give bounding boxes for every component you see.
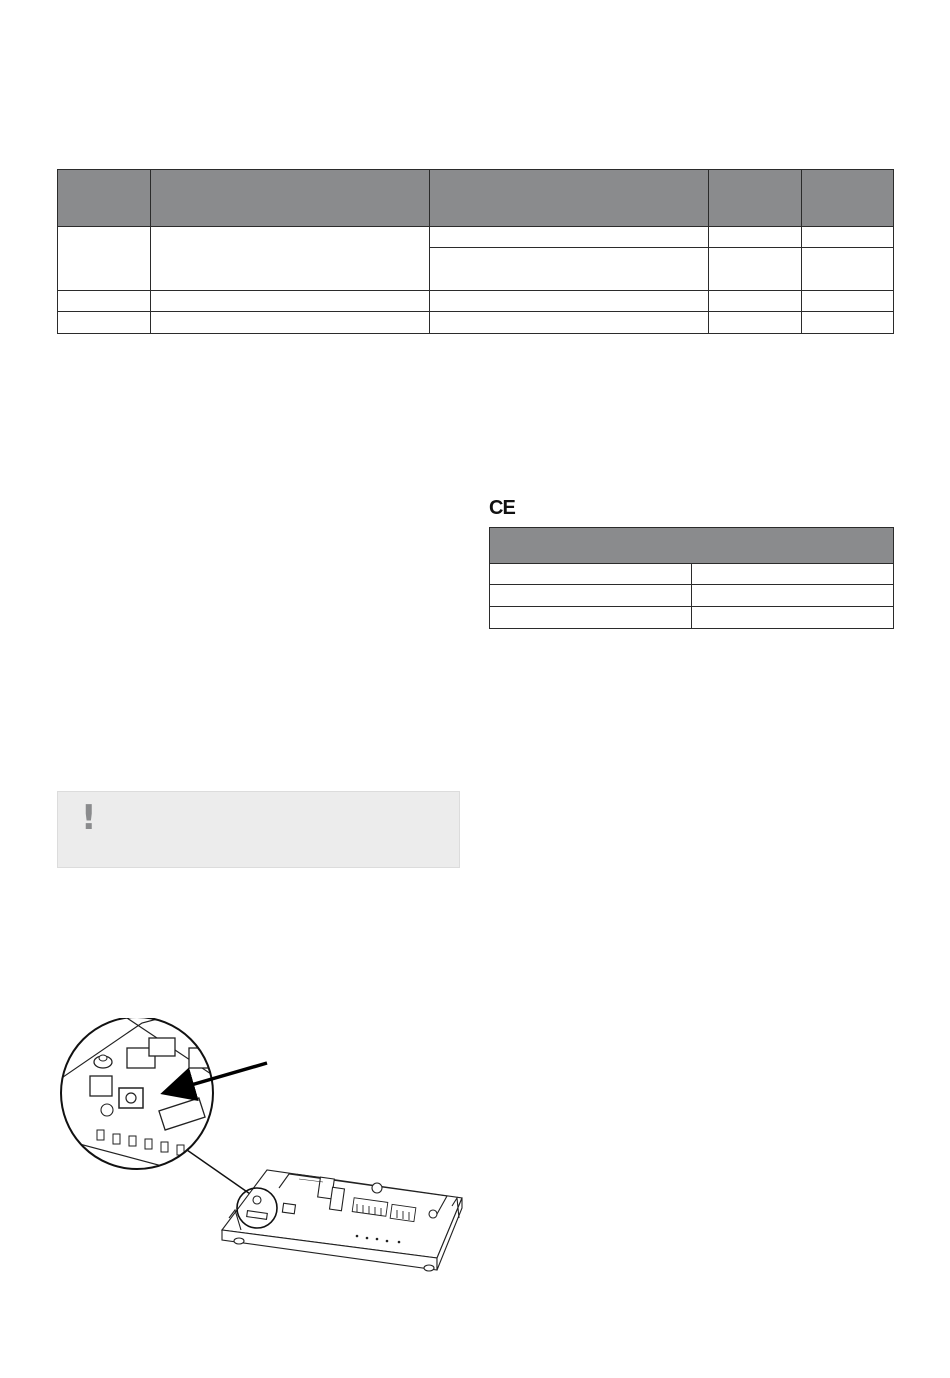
table-cell: [490, 585, 692, 607]
table-cell: [802, 227, 894, 248]
warning-note: [57, 791, 460, 868]
table-cell: [709, 312, 802, 334]
table-cell: [692, 564, 894, 585]
spec-header-cell: [802, 170, 894, 227]
table-cell: [709, 248, 802, 291]
table-cell: [709, 227, 802, 248]
ce-header-cell: [490, 528, 894, 564]
ce-table-header-row: [490, 528, 894, 564]
table-cell: [692, 585, 894, 607]
table-cell: [151, 291, 430, 312]
table-cell: [802, 248, 894, 291]
table-cell: [802, 312, 894, 334]
circuit-board-illustration: [57, 1018, 477, 1278]
table-cell: [430, 248, 709, 291]
exclamation-icon: !: [81, 798, 97, 838]
table-row: [490, 564, 894, 585]
spec-header-cell: [58, 170, 151, 227]
table-row: [490, 607, 894, 629]
table-cell: [802, 291, 894, 312]
spec-header-cell: [709, 170, 802, 227]
spec-table-header-row: [58, 170, 894, 227]
ce-table: [489, 527, 894, 629]
table-cell: [430, 291, 709, 312]
table-cell: [58, 312, 151, 334]
spec-table: [57, 169, 894, 334]
table-cell: [58, 291, 151, 312]
table-row: [490, 585, 894, 607]
table-cell: [151, 312, 430, 334]
table-row: [58, 312, 894, 334]
table-cell: [151, 227, 430, 291]
table-cell: [490, 564, 692, 585]
table-row: [58, 291, 894, 312]
spec-header-cell: [151, 170, 430, 227]
table-cell: [58, 227, 151, 291]
spec-header-cell: [430, 170, 709, 227]
table-row: [58, 227, 894, 248]
ce-mark-icon: CE: [489, 497, 515, 519]
magnified-detail: [57, 1018, 237, 1178]
table-cell: [430, 227, 709, 248]
table-cell: [430, 312, 709, 334]
circuit-board-overview: [222, 1170, 462, 1271]
table-cell: [692, 607, 894, 629]
table-cell: [709, 291, 802, 312]
table-cell: [490, 607, 692, 629]
